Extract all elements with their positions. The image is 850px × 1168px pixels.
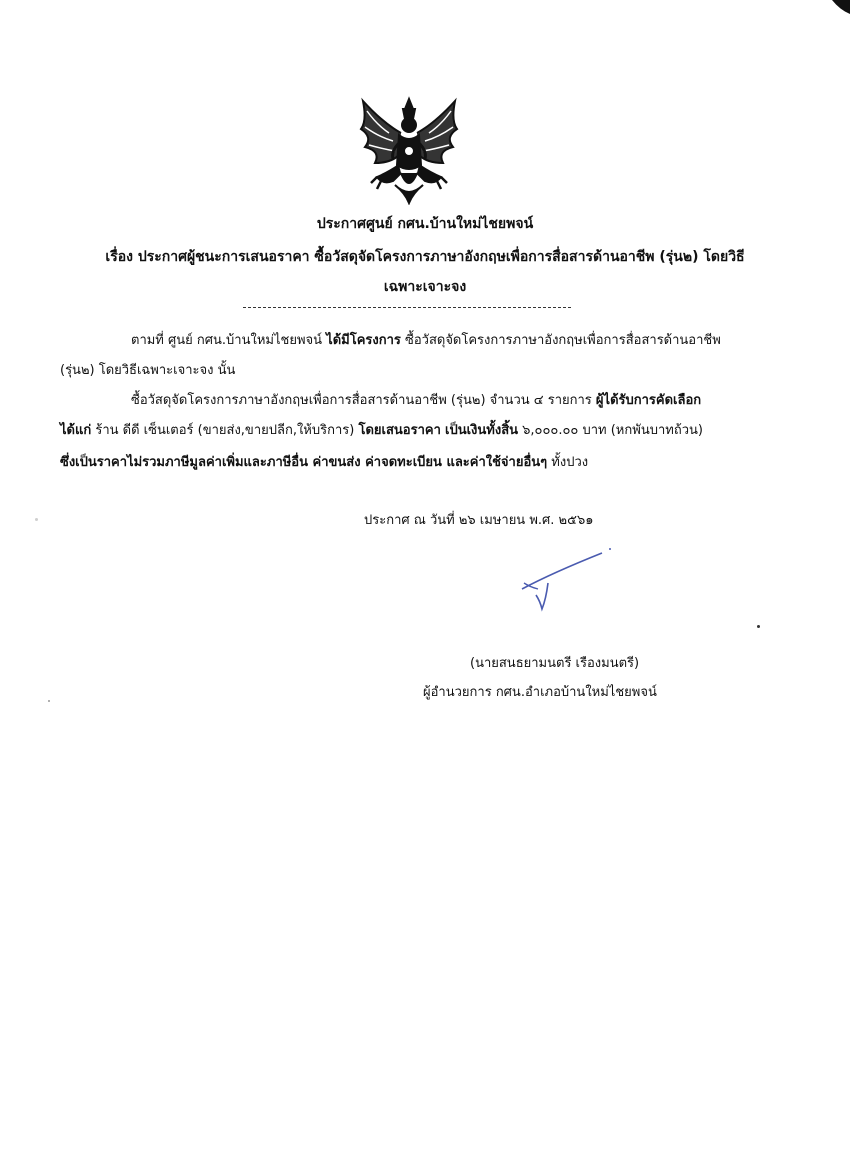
text-segment-bold: โดยเสนอราคา (358, 423, 441, 438)
scan-corner-mark (810, 0, 850, 20)
scan-speck (757, 625, 760, 628)
text-segment-bold: ซึ่งเป็นราคาไม่รวมภาษีมูลค่าเพิ่มและภาษีอื่น ค่าขนส่ง ค่าจดทะเบียน และค่าใช้จ่ายอื่นๆ (60, 455, 548, 470)
text-segment-bold: ได้แก่ (60, 423, 92, 438)
text-segment-bold: ได้มีโครงการ (326, 333, 401, 348)
subject-line-continued: เฉพาะเจาะจง (383, 279, 467, 295)
subject-line: เรื่อง ประกาศผู้ชนะการเสนอราคา ซื้อวัสดุจัดโครงการภาษาอังกฤษเพื่อการสื่อสารด้านอาชีพ (รุ่น๒) โดยวิธี (105, 249, 745, 265)
scan-speck (48, 700, 50, 702)
text-segment: ร้าน ดีดี เซ็นเตอร์ (ขายส่ง,ขายปลีก,ให้บริการ) (91, 423, 359, 438)
signer-name: (นายสนธยามนตรี เรืองมนตรี) (470, 656, 640, 671)
paragraph-2-line-2 (60, 422, 703, 440)
text-segment: ๖,๐๐๐.๐๐ บาท (หกพันบาทถ้วน) (518, 423, 703, 438)
text-segment: ซื้อวัสดุจัดโครงการภาษาอังกฤษเพื่อการสื่อสารด้านอาชีพ (400, 333, 721, 348)
text-segment: ซื้อวัสดุจัดโครงการภาษาอังกฤษเพื่อการสื่อสารด้านอาชีพ (รุ่น๒) จำนวน ๔ รายการ (131, 393, 596, 408)
paragraph-1-line-1 (131, 332, 721, 350)
handwritten-signature (512, 543, 622, 615)
announcement-title: ประกาศศูนย์ กศน.บ้านใหม่ไชยพจน์ (316, 216, 534, 232)
separator-dashes (243, 307, 571, 308)
paragraph-1-line-2: (รุ่น๒) โดยวิธีเฉพาะเจาะจง นั้น (60, 363, 236, 378)
paragraph-2-line-1 (131, 392, 701, 410)
signer-title: ผู้อำนวยการ กศน.อำเภอบ้านใหม่ไชยพจน์ (423, 685, 657, 700)
scan-speck (35, 518, 38, 521)
garuda-emblem-icon (353, 93, 465, 205)
text-segment: ทั้งปวง (547, 455, 589, 470)
paragraph-3-line-1 (60, 454, 588, 472)
text-segment-bold: เป็นเงินทั้งสิ้น (445, 423, 519, 438)
text-segment-bold: ผู้ได้รับการคัดเลือก (595, 393, 702, 408)
text-segment: ตามที่ ศูนย์ กศน.บ้านใหม่ไชยพจน์ (131, 333, 327, 348)
announcement-date: ประกาศ ณ วันที่ ๒๖ เมษายน พ.ศ. ๒๕๖๑ (364, 513, 594, 528)
